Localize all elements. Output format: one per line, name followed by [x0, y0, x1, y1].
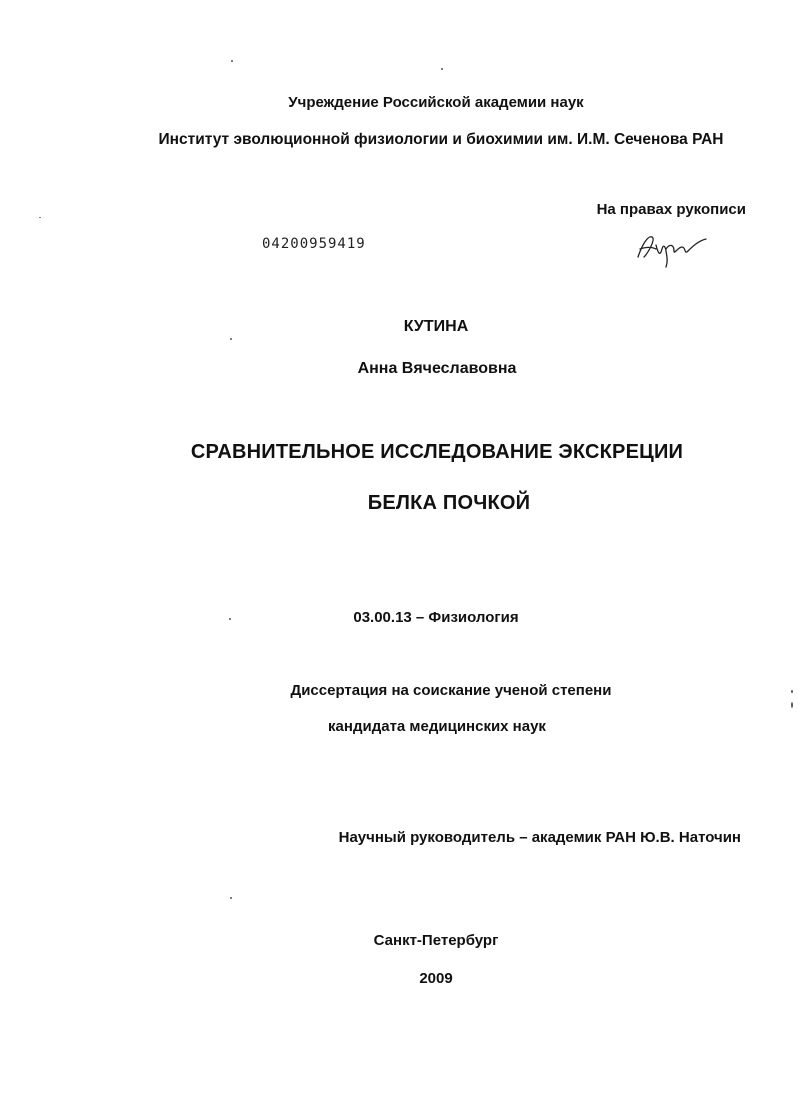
degree-line-2: кандидата медицинских наук [328, 718, 546, 735]
year: 2009 [419, 970, 453, 987]
archive-number: 04200959419 [262, 236, 366, 252]
scan-speck [230, 338, 232, 340]
institute-line: Институт эволюционной физиологии и биохимии им. И.М. Сеченова РАН [158, 131, 724, 148]
scan-speck [230, 897, 232, 899]
dissertation-title-line-1: СРАВНИТЕЛЬНОЕ ИССЛЕДОВАНИЕ ЭКСКРЕЦИИ [190, 441, 684, 463]
handwritten-signature [632, 227, 712, 271]
dissertation-title-line-2: БЕЛКА ПОЧКОЙ [367, 492, 531, 514]
city: Санкт-Петербург [373, 932, 499, 949]
scan-speck [791, 702, 793, 708]
scientific-supervisor: Научный руководитель – академик РАН Ю.В. Наточин [338, 829, 741, 846]
specialty-code: 03.00.13 – Физиология [353, 609, 519, 626]
author-name: Анна Вячеславовна [357, 360, 517, 377]
scan-speck [441, 68, 443, 70]
scan-speck [791, 690, 793, 693]
author-surname: КУТИНА [403, 318, 469, 335]
institution-line: Учреждение Российской академии наук [288, 94, 584, 111]
scan-speck [229, 618, 231, 620]
manuscript-note: На правах рукописи [596, 201, 746, 218]
scan-speck [231, 60, 233, 62]
scan-speck [39, 217, 41, 218]
degree-line-1: Диссертация на соискание ученой степени [290, 682, 612, 699]
